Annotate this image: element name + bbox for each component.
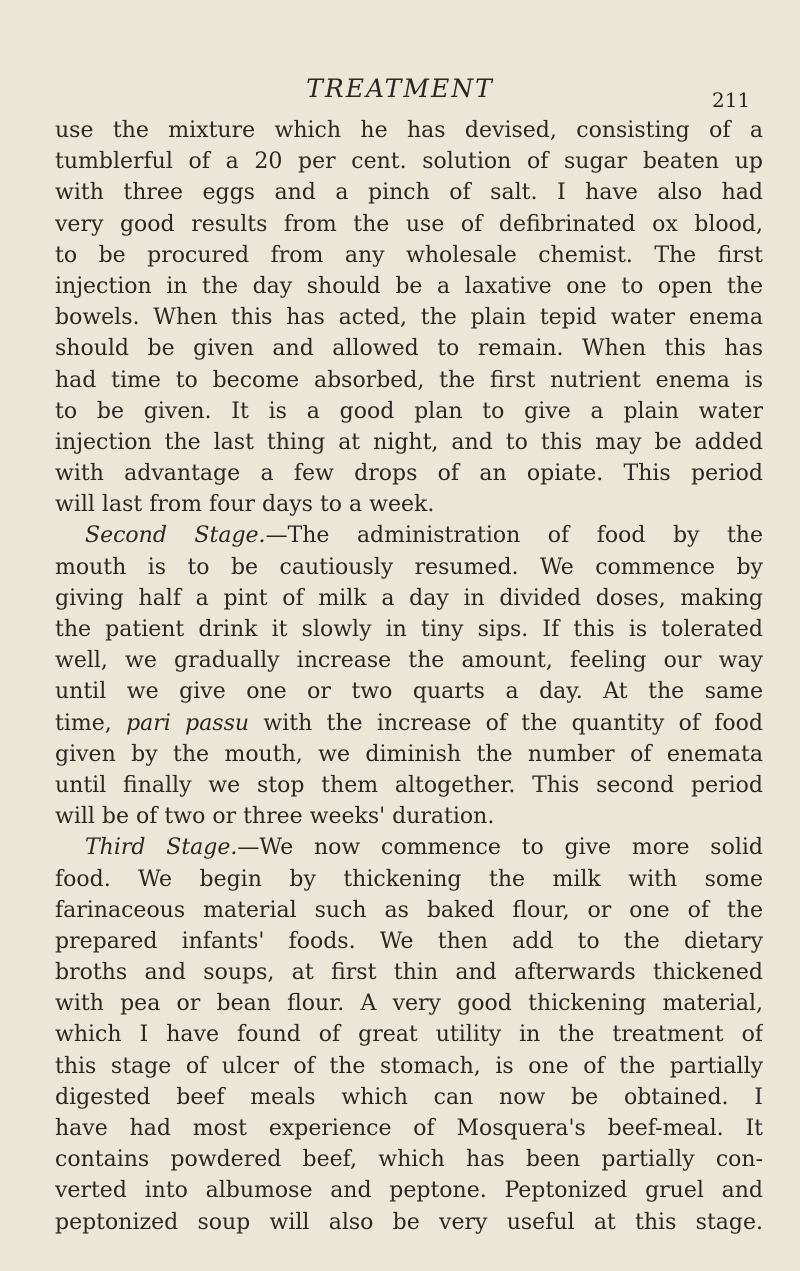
section-lead-second-stage: Second Stage.: [85, 523, 266, 549]
text-fragment: with the increase of the quantity of food: [263, 710, 763, 736]
text-line: with pea or bean flour. A very good thickening material,: [55, 991, 763, 1017]
text-line: should be given and allowed to remain. When this has: [55, 336, 763, 362]
text-line: with advantage a few drops of an opiate. This period: [55, 461, 763, 487]
text-fragment: time,: [55, 710, 112, 736]
text-line: have had most experience of Mosquera's beef-meal. It: [55, 1116, 763, 1141]
text-line: verted into albumose and peptone. Peptonized gruel and: [55, 1178, 763, 1204]
text-line: [55, 832, 763, 863]
text-line: [55, 520, 763, 551]
text-line: to be given. It is a good plan to give a plain water: [55, 398, 763, 424]
text-line: until finally we stop them altogether. This second period: [55, 772, 763, 798]
text-line: prepared infants' foods. We then add to the dietary: [55, 928, 763, 954]
text-line: to be procured from any wholesale chemist. The first: [55, 242, 763, 268]
text-line: contains powdered beef, which has been partially con-: [55, 1147, 763, 1173]
text-line: [55, 708, 763, 739]
running-title: TREATMENT: [306, 74, 494, 103]
text-fragment: —We now commence to give more solid: [237, 835, 763, 861]
text-line: given by the mouth, we diminish the number of enemata: [55, 741, 763, 767]
text-line: well, we gradually increase the amount, feeling our way: [55, 648, 763, 674]
text-line: very good results from the use of defibrinated ox blood,: [55, 211, 763, 237]
text-line: broths and soups, at first thin and afterwards thickened: [55, 960, 763, 986]
text-fragment: —The administration of food by the: [265, 523, 763, 549]
text-line: tumblerful of a 20 per cent. solution of sugar beaten up: [55, 149, 763, 175]
page-number: 211: [712, 88, 751, 112]
text-line: injection the last thing at night, and to this may be added: [55, 429, 763, 455]
text-line: which I have found of great utility in the treatment of: [55, 1022, 763, 1048]
text-line: farinaceous material such as baked flour, or one of the: [55, 897, 763, 923]
text-line: this stage of ulcer of the stomach, is one of the partially: [55, 1053, 763, 1079]
text-line: peptonized soup will also be very useful at this stage.: [55, 1209, 763, 1235]
text-line: until we give one or two quarts a day. At the same: [55, 679, 763, 705]
text-line: mouth is to be cautiously resumed. We commence by: [55, 554, 763, 580]
text-line: use the mixture which he has devised, consisting of a: [55, 118, 763, 143]
text-line: will be of two or three weeks' duration.: [55, 804, 495, 830]
text-line: the patient drink it slowly in tiny sips. If this is tolerated: [55, 617, 763, 642]
text-line: had time to become absorbed, the first nutrient enema is: [55, 367, 763, 393]
text-line: bowels. When this has acted, the plain tepid water enema: [55, 305, 763, 331]
text-line: injection in the day should be a laxative one to open the: [55, 273, 763, 299]
text-line: food. We begin by thickening the milk with some: [55, 866, 763, 892]
section-lead-third-stage: Third Stage.: [85, 835, 238, 861]
body-text: [55, 115, 763, 1238]
text-line: with three eggs and a pinch of salt. I have also had: [55, 180, 763, 206]
text-line: giving half a pint of milk a day in divided doses, making: [55, 585, 763, 611]
text-line: will last from four days to a week.: [55, 492, 435, 518]
text-line: digested beef meals which can now be obtained. I: [55, 1084, 763, 1110]
italic-phrase: pari passu: [126, 710, 250, 736]
